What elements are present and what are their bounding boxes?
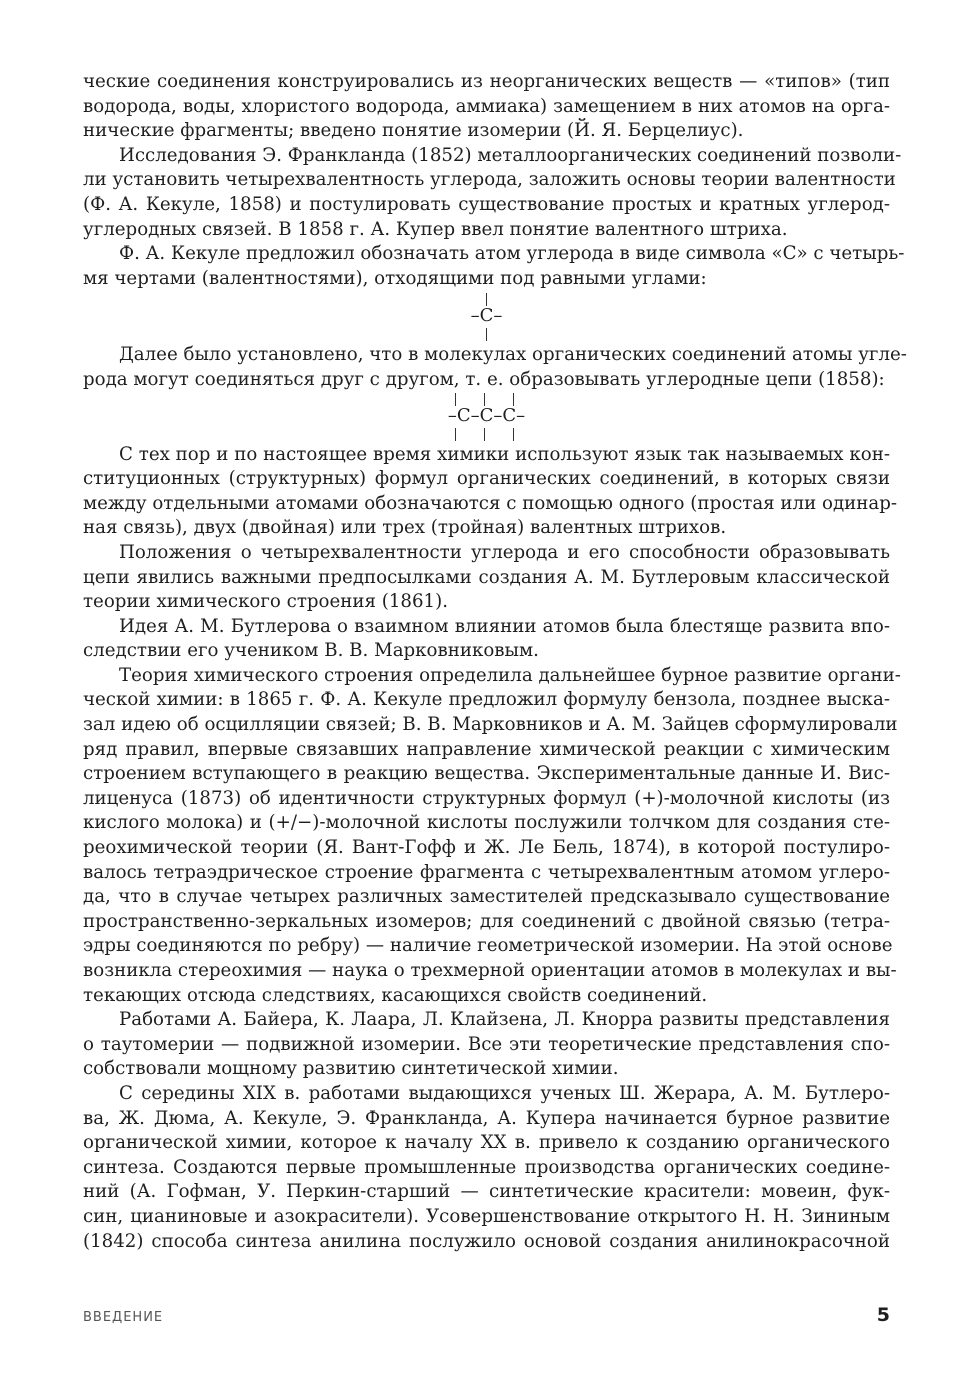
text-line: ная связь), двух (двойная) или трех (тройная) валентных штрихов. [83,517,727,539]
bond-up [513,393,514,406]
text-line: ряд правил, впервые связавших направление химической реакции с химическим [83,738,890,760]
bond-down [513,428,514,441]
bond-up [484,393,485,406]
text-line: ний (А. Гофман, У. Перкин-старший — синтетические красители: мовеин, фук- [83,1181,890,1203]
text-line: Положения о четырехвалентности углерода и его способности образовывать [119,541,890,563]
text-line: водорода, воды, хлористого водорода, аммиака) замещением в них атомов на орга- [83,95,890,117]
bond-down [455,428,456,441]
page-number: 5 [876,1304,890,1326]
text-line: синтеза. Создаются первые промышленные производства органических соедине- [83,1156,890,1178]
text-line: лиценуса (1873) об идентичности структурных формул (+)-молочной кислоты (из [83,787,890,809]
text-line: ва, Ж. Дюма, А. Кекуле, Э. Франкланда, А. Купера начинается бурное развитие [83,1107,890,1129]
text-line: (Ф. А. Кекуле, 1858) и постулировать существование простых и кратных углерод- [83,193,890,215]
text-line: С тех пор и по настоящее время химики используют язык так называемых кон- [119,443,890,465]
text-line: строением вступающего в реакцию вещества. Экспериментальные данные И. Вис- [83,763,890,785]
text-line: Исследования Э. Франкланда (1852) металлоорганических соединений позволи- [119,144,902,166]
text-line: да, что в случае четырех различных заместителей предсказывало существование [83,886,890,908]
carbon-atom-formula [83,293,890,343]
text-line: реохимической теории (Я. Вант-Гофф и Ж. Ле Бель, 1874), в которой постулиро- [83,837,890,859]
text-line: следствии его учеником В. В. Марковниковым. [83,640,539,662]
text-line: Работами А. Байера, К. Лаара, Л. Клайзена, Л. Кнорра развиты представления [119,1009,890,1031]
body-text [83,70,907,1254]
text-line: текающих отсюда следствиях, касающихся свойств соединений. [83,984,708,1006]
text-line: пространственно-зеркальных изомеров; для соединений с двойной связью (тетра- [83,910,890,932]
bond-down [486,328,487,341]
running-footer-section: ВВЕДЕНИЕ [83,1310,164,1325]
text-line: зал идею об осцилляции связей; В. В. Марковников и А. М. Зайцев сформулировали [83,714,898,736]
text-line: Ф. А. Кекуле предложил обозначать атом углерода в виде символа «С» с четырь- [119,243,905,265]
text-line: ческой химии: в 1865 г. Ф. А. Кекуле предложил формулу бензола, позднее выска- [83,689,890,711]
text-line: органической химии, которое к началу XX в. привело к созданию органического [83,1132,890,1154]
text-line: цепи явились важными предпосылками создания А. М. Бутлеровым классической [83,566,890,588]
text-line: Идея А. М. Бутлерова о взаимном влиянии атомов была блестяще развита впо- [119,615,890,637]
text-line: ли установить четырехвалентность углерода, заложить основы теории валентности [83,169,896,191]
text-line: мя чертами (валентностями), отходящими под равными углами: [83,267,707,289]
text-line: Далее было установлено, что в молекулах органических соединений атомы угле- [119,344,907,366]
text-line: возникла стереохимия — наука о трехмерной ориентации атомов в молекулах и вы- [83,960,897,981]
carbon-symbol: –С– [470,305,503,327]
text-line: ституционных (структурных) формул органических соединений, в которых связи [83,468,890,490]
bond-down [484,428,485,441]
text-line: теории химического строения (1861). [83,591,449,613]
text-line: нические фрагменты; введено понятие изомерии (Й. Я. Берцелиус). [83,120,744,142]
text-line: рода могут соединяться друг с другом, т. е. образовывать углеродные цепи (1858): [83,368,885,390]
text-line: эдры соединяются по ребру) — наличие геометрической изомерии. На этой основе [83,935,893,957]
text-line: (1842) способа синтеза анилина послужило основой создания анилинокрасочной [83,1230,890,1252]
carbon-chain: –С–С–С– [447,404,526,426]
carbon-chain-formula [83,393,890,443]
text-line: ческие соединения конструировались из неорганических веществ — «типов» (тип [83,71,890,92]
text-line: собствовали мощному развитию синтетической химии. [83,1058,619,1080]
text-line: С середины XIX в. работами выдающихся ученых Ш. Жерара, А. М. Бутлеро- [119,1082,890,1104]
bond-up [455,393,456,406]
text-line: о таутомерии — подвижной изомерии. Все эти теоретические представления спо- [83,1033,890,1055]
text-line: углеродных связей. В 1858 г. А. Купер ввел понятие валентного штриха. [83,218,788,240]
text-line: кислого молока) и (+/−)-молочной кислоты послужили толчком для создания сте- [83,812,890,834]
text-line: между отдельными атомами обозначаются с помощью одного (простая или одинар- [83,492,898,514]
text-line: син, цианиновые и азокрасители). Усовершенствование открытого Н. Н. Зининым [83,1205,890,1227]
text-line: валось тетраэдрическое строение фрагмента с четырехвалентным атомом углеро- [83,861,890,883]
text-line: Теория химического строения определила дальнейшее бурное развитие органи- [119,664,901,686]
